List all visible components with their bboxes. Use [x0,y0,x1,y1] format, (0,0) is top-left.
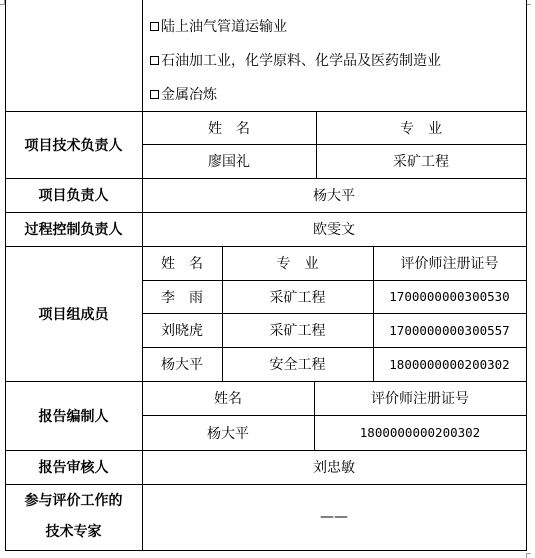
experts-label [5,484,142,550]
report-reviewer-value: 刘忠敏 [313,460,355,476]
experts-value: —— [320,509,348,525]
report-writer-cert: 1800000000200302 [359,425,481,440]
team-member-name: 杨大平 [161,357,203,373]
crop-mark-bottom-right [526,553,531,558]
team-member-major: 安全工程 [269,357,326,373]
tech-lead-label: 项目技术负责人 [24,137,123,154]
team-member-name: 李 雨 [161,289,203,306]
team-major-header: 专 业 [276,256,319,272]
industry-option-label: 石油加工业，化学原料、化学品及医药制造业 [161,53,441,69]
industry-option-petrochemical [150,50,441,70]
project-lead-label: 项目负责人 [38,188,109,204]
team-member-cert: 1800000000200302 [389,356,510,372]
checkbox-icon[interactable] [150,56,159,65]
process-control-lead-value: 欧雯文 [313,222,355,238]
experts-label-line2: 技术专家 [45,524,102,540]
team-member-major: 采矿工程 [269,289,326,306]
report-reviewer-label: 报告审核人 [38,460,109,476]
project-lead-value: 杨大平 [313,188,355,204]
team-member-cert: 1700000000300530 [389,289,510,304]
process-control-lead-label: 过程控制负责人 [24,222,123,238]
team-label: 项目组成员 [38,306,109,323]
team-name-header: 姓 名 [161,256,203,272]
experts-label-line1: 参与评价工作的 [24,493,123,509]
checkbox-icon[interactable] [150,22,159,31]
team-member-name: 刘晓虎 [161,323,203,339]
team-member-major: 采矿工程 [269,323,326,339]
tech-lead-major: 采矿工程 [393,154,449,170]
report-writer-name-header: 姓名 [214,391,242,407]
tech-lead-name-header: 姓 名 [208,120,250,137]
industry-option-label: 金属冶炼 [161,87,217,103]
report-writer-label: 报告编制人 [38,408,109,425]
industry-option-metal-smelting [150,84,217,104]
team-cert-header: 评价师注册证号 [400,256,499,272]
report-writer-name: 杨大平 [207,425,249,442]
report-writer-cert-header: 评价师注册证号 [371,391,469,407]
checkbox-icon[interactable] [150,90,159,99]
industry-option-pipeline [150,16,287,36]
tech-lead-name: 廖国礼 [208,154,250,170]
industry-option-label: 陆上油气管道运输业 [161,19,287,35]
tech-lead-major-header: 专 业 [400,120,442,137]
team-member-cert: 1700000000300557 [389,322,510,338]
